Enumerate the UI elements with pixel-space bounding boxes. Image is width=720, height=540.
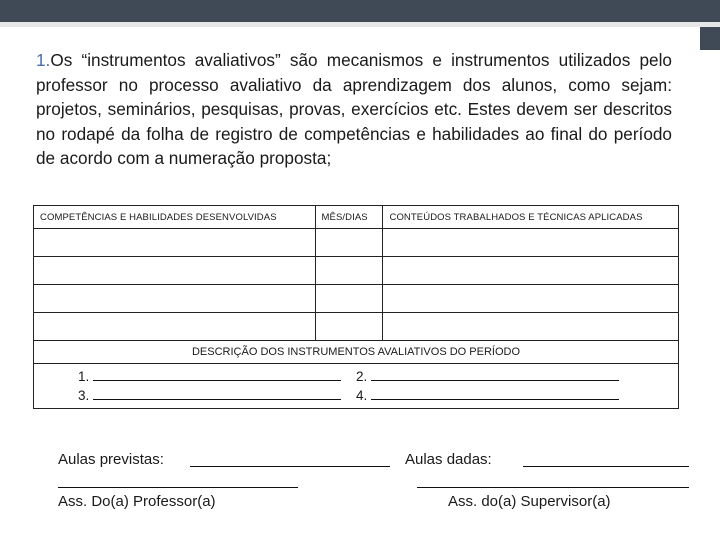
slide-top-bar xyxy=(0,0,720,22)
supervisor-signature-line[interactable] xyxy=(417,487,689,488)
instrument-item-1 xyxy=(78,368,341,384)
instrument-blank[interactable] xyxy=(371,387,619,400)
instrument-number: 4. xyxy=(356,388,368,403)
slide-top-strip xyxy=(0,22,720,27)
planned-classes-label: Aulas previstas: xyxy=(58,451,164,468)
description-header-row xyxy=(34,341,679,364)
header-month-days: MÊS/DIAS xyxy=(315,206,383,229)
intro-paragraph xyxy=(36,48,672,171)
instrument-number: 3. xyxy=(78,388,90,403)
table-cell[interactable] xyxy=(34,285,316,313)
table-header-row xyxy=(34,206,679,229)
instrument-number: 2. xyxy=(356,369,368,384)
description-row xyxy=(34,364,679,409)
table-row xyxy=(34,229,679,257)
table-cell[interactable] xyxy=(34,313,316,341)
given-classes-line[interactable] xyxy=(523,466,689,467)
instrument-item-3 xyxy=(78,387,341,403)
given-classes-label: Aulas dadas: xyxy=(405,451,492,468)
competencies-table xyxy=(33,205,679,409)
table-cell[interactable] xyxy=(34,229,316,257)
description-title: DESCRIÇÃO DOS INSTRUMENTOS AVALIATIVOS DO PERÍODO xyxy=(34,341,679,364)
description-body xyxy=(34,364,679,409)
header-competencies: COMPETÊNCIAS E HABILIDADES DESENVOLVIDAS xyxy=(34,206,316,229)
instrument-blank[interactable] xyxy=(371,368,619,381)
header-contents: CONTEÚDOS TRABALHADOS E TÉCNICAS APLICADAS xyxy=(383,206,679,229)
instrument-item-4 xyxy=(356,387,619,403)
intro-text: Os “instrumentos avaliativos” são mecanismos e instrumentos utilizados pelo professor no processo avaliativo da aprendizagem dos alunos, como sejam: projetos, seminários, pesquisas, provas, exercícios etc. Estes devem ser descritos no rodapé da folha de registro de competências e habilidades ao final do período de acordo com a numeração proposta; xyxy=(36,50,672,168)
table-cell[interactable] xyxy=(383,285,679,313)
table-cell[interactable] xyxy=(34,257,316,285)
table-cell[interactable] xyxy=(315,285,383,313)
table-cell[interactable] xyxy=(383,313,679,341)
table-cell[interactable] xyxy=(383,229,679,257)
teacher-signature-label: Ass. Do(a) Professor(a) xyxy=(58,493,216,510)
supervisor-signature-label: Ass. do(a) Supervisor(a) xyxy=(448,493,611,510)
intro-number: 1. xyxy=(36,50,51,70)
table-cell[interactable] xyxy=(315,229,383,257)
planned-classes-line[interactable] xyxy=(190,466,390,467)
table-row xyxy=(34,313,679,341)
teacher-signature-line[interactable] xyxy=(58,487,298,488)
table-row xyxy=(34,285,679,313)
instrument-blank[interactable] xyxy=(93,387,341,400)
table-cell[interactable] xyxy=(315,313,383,341)
table-row xyxy=(34,257,679,285)
table-cell[interactable] xyxy=(383,257,679,285)
instrument-item-2 xyxy=(356,368,619,384)
instrument-number: 1. xyxy=(78,369,90,384)
table-cell[interactable] xyxy=(315,257,383,285)
instrument-blank[interactable] xyxy=(93,368,341,381)
